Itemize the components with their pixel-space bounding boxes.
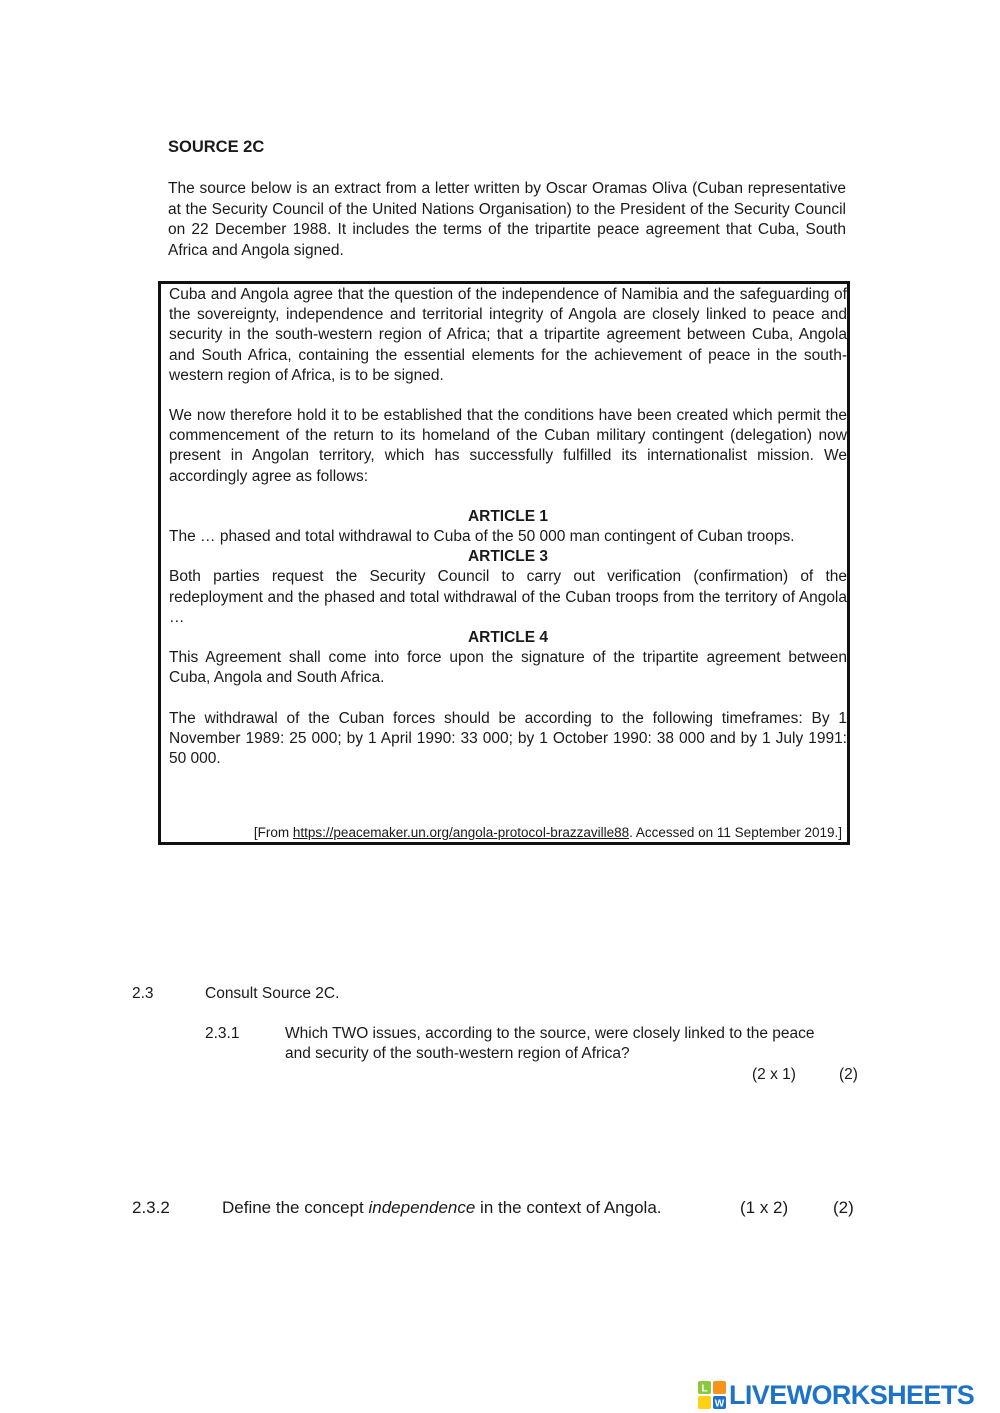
question-2-3-text: Consult Source 2C. (205, 985, 340, 1002)
extract-paragraph-3: The withdrawal of the Cuban forces should be according to the following timeframes: By 1 November 1989: 25 000; by 1 April 1990: 33 000; by 1 October 1990: 38 000 and by 1 July 1991: 50 000. (169, 709, 847, 768)
source-title: SOURCE 2C (168, 138, 265, 156)
citation-link[interactable]: https://peacemaker.un.org/angola-protocol-brazzaville88 (292, 825, 630, 840)
concept-term: independence (368, 1198, 476, 1217)
citation-prefix: [From (253, 825, 293, 840)
article-4-heading: ARTICLE 4 (467, 629, 549, 647)
question-2-3-2-allocation: (1 x 2) (740, 1198, 789, 1217)
extract-paragraph-2: We now therefore hold it to be established that the conditions have been created which permit the commencement of the return to its homeland of the Cuban military contingent (delegation) now present in Angolan territory, which has successfully fulfilled its internationalist mission. We accordingly agree as follows: (169, 407, 847, 485)
brand-name: LIVEWORKSHEETS (729, 1379, 975, 1410)
question-2-3-1-allocation: (2 x 1) (752, 1066, 796, 1083)
question-2-3-1-marks: (2) (839, 1066, 858, 1083)
question-2-3-2-number: 2.3.2 (132, 1198, 170, 1217)
svg-text:W: W (714, 1398, 725, 1410)
question-2-3-2-text: Define the concept independence in the context of Angola. (222, 1198, 662, 1217)
question-2-3-1-text: Which TWO issues, according to the source, were closely linked to the peace and security of the south-western region of Africa? (285, 1025, 815, 1062)
question-2-3-1-number: 2.3.1 (205, 1025, 240, 1042)
article-1-heading: ARTICLE 1 (467, 507, 549, 525)
article-1-text: The … phased and total withdrawal to Cuba of the 50 000 man contingent of Cuban troops. (169, 528, 795, 546)
article-4-text: This Agreement shall come into force upon the signature of the tripartite agreement between Cuba, Angola and South Africa. (169, 649, 847, 687)
source-citation (254, 824, 842, 841)
source-extract-box (158, 281, 850, 845)
liveworksheets-logo (697, 1379, 997, 1411)
source-intro: The source below is an extract from a letter written by Oscar Oramas Oliva (Cuban representative at the Security Council of the United Nations Organisation) to the President of the Security Council on 22 December 1988. It includes the terms of the tripartite peace agreement that Cuba, South Africa and Angola signed. (168, 180, 846, 259)
article-3-text: Both parties request the Security Council to carry out verification (confirmation) of the redeployment and the phased and total withdrawal of the Cuban troops from the territory of Angola … (169, 568, 847, 626)
question-2-3-2-marks: (2) (833, 1198, 854, 1217)
liveworksheets-icon (697, 1380, 727, 1410)
extract-paragraph-1: Cuba and Angola agree that the question of the independence of Namibia and the safeguarding of the sovereignty, independence and territorial integrity of Angola are closely linked to peace and security in the south-western region of Africa; that a tripartite agreement between Cuba, Angola and South Africa, containing the essential elements for the achievement of peace in the south-western region of Africa, is to be signed. (169, 286, 847, 384)
article-3-heading: ARTICLE 3 (467, 548, 549, 566)
citation-suffix: . Accessed on 11 September 2019.] (629, 825, 842, 840)
svg-text:L: L (701, 1383, 708, 1395)
question-2-3-number: 2.3 (132, 985, 154, 1002)
